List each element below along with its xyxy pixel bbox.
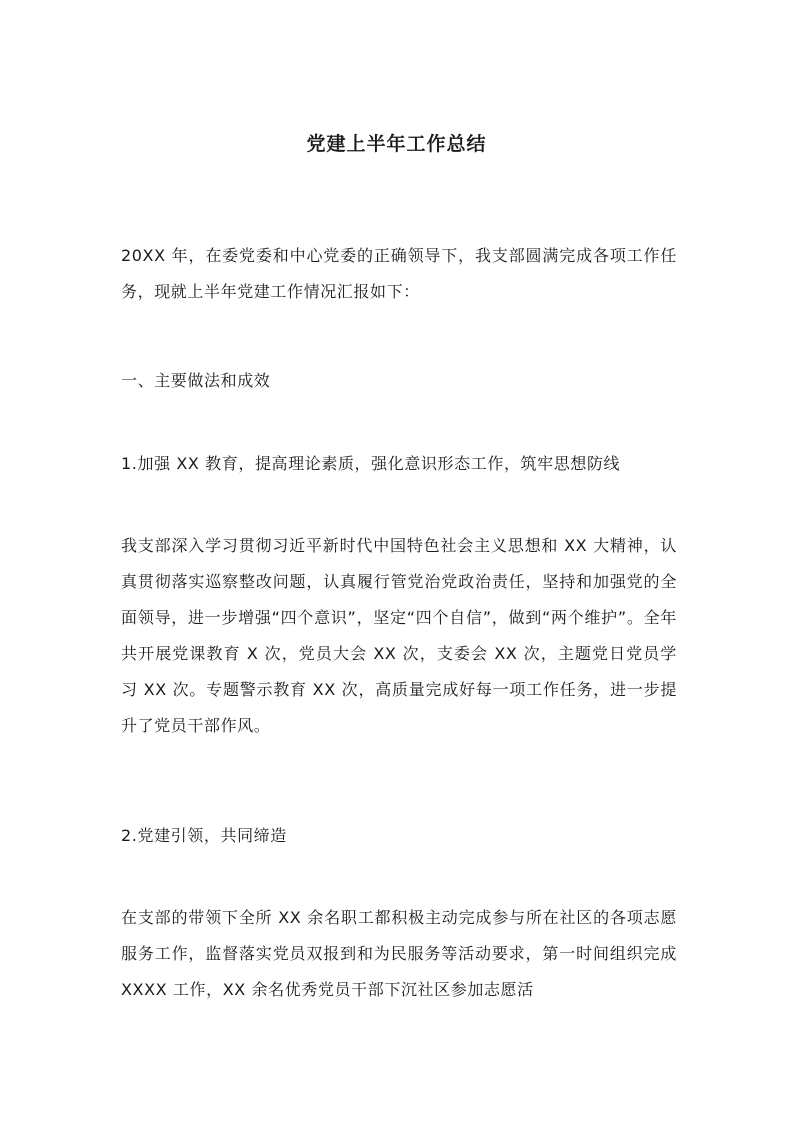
intro-paragraph: 20XX 年，在委党委和中心党委的正确领导下，我支部圆满完成各项工作任务，现就上半年党建工作情况汇报如下： <box>121 246 677 301</box>
body-paragraph-party-building: 在支部的带领下全所 XX 余名职工都积极主动完成参与所在社区的各项志愿服务工作，监督落实党员双报到和为民服务等活动要求，第一时间组织完成 XXXX 工作，XX 余名优秀党员干部下沉社区参加志愿活 <box>121 908 677 999</box>
document-title: 党建上半年工作总结 <box>306 133 487 155</box>
section-heading-main-practices: 一、主要做法和成效 <box>121 371 271 390</box>
subheading-education: 1.加强 XX 教育，提高理论素质，强化意识形态工作，筑牢思想防线 <box>121 454 621 473</box>
body-paragraph-education: 我支部深入学习贯彻习近平新时代中国特色社会主义思想和 XX 大精神，认真贯彻落实巡察整改问题，认真履行管党治党政治责任，坚持和加强党的全面领导，进一步增强“四个意识”，坚定“四个自信”，做到“两个维护”。全年共开展党课教育 X 次，党员大会 XX 次，支委会 XX 次，主题党日党员学习 XX 次。专题警示教育 XX 次，高质量完成好每一项工作任务，进一步提升了党员干部作风。 <box>121 536 677 735</box>
subheading-party-building: 2.党建引领，共同缔造 <box>121 826 287 845</box>
